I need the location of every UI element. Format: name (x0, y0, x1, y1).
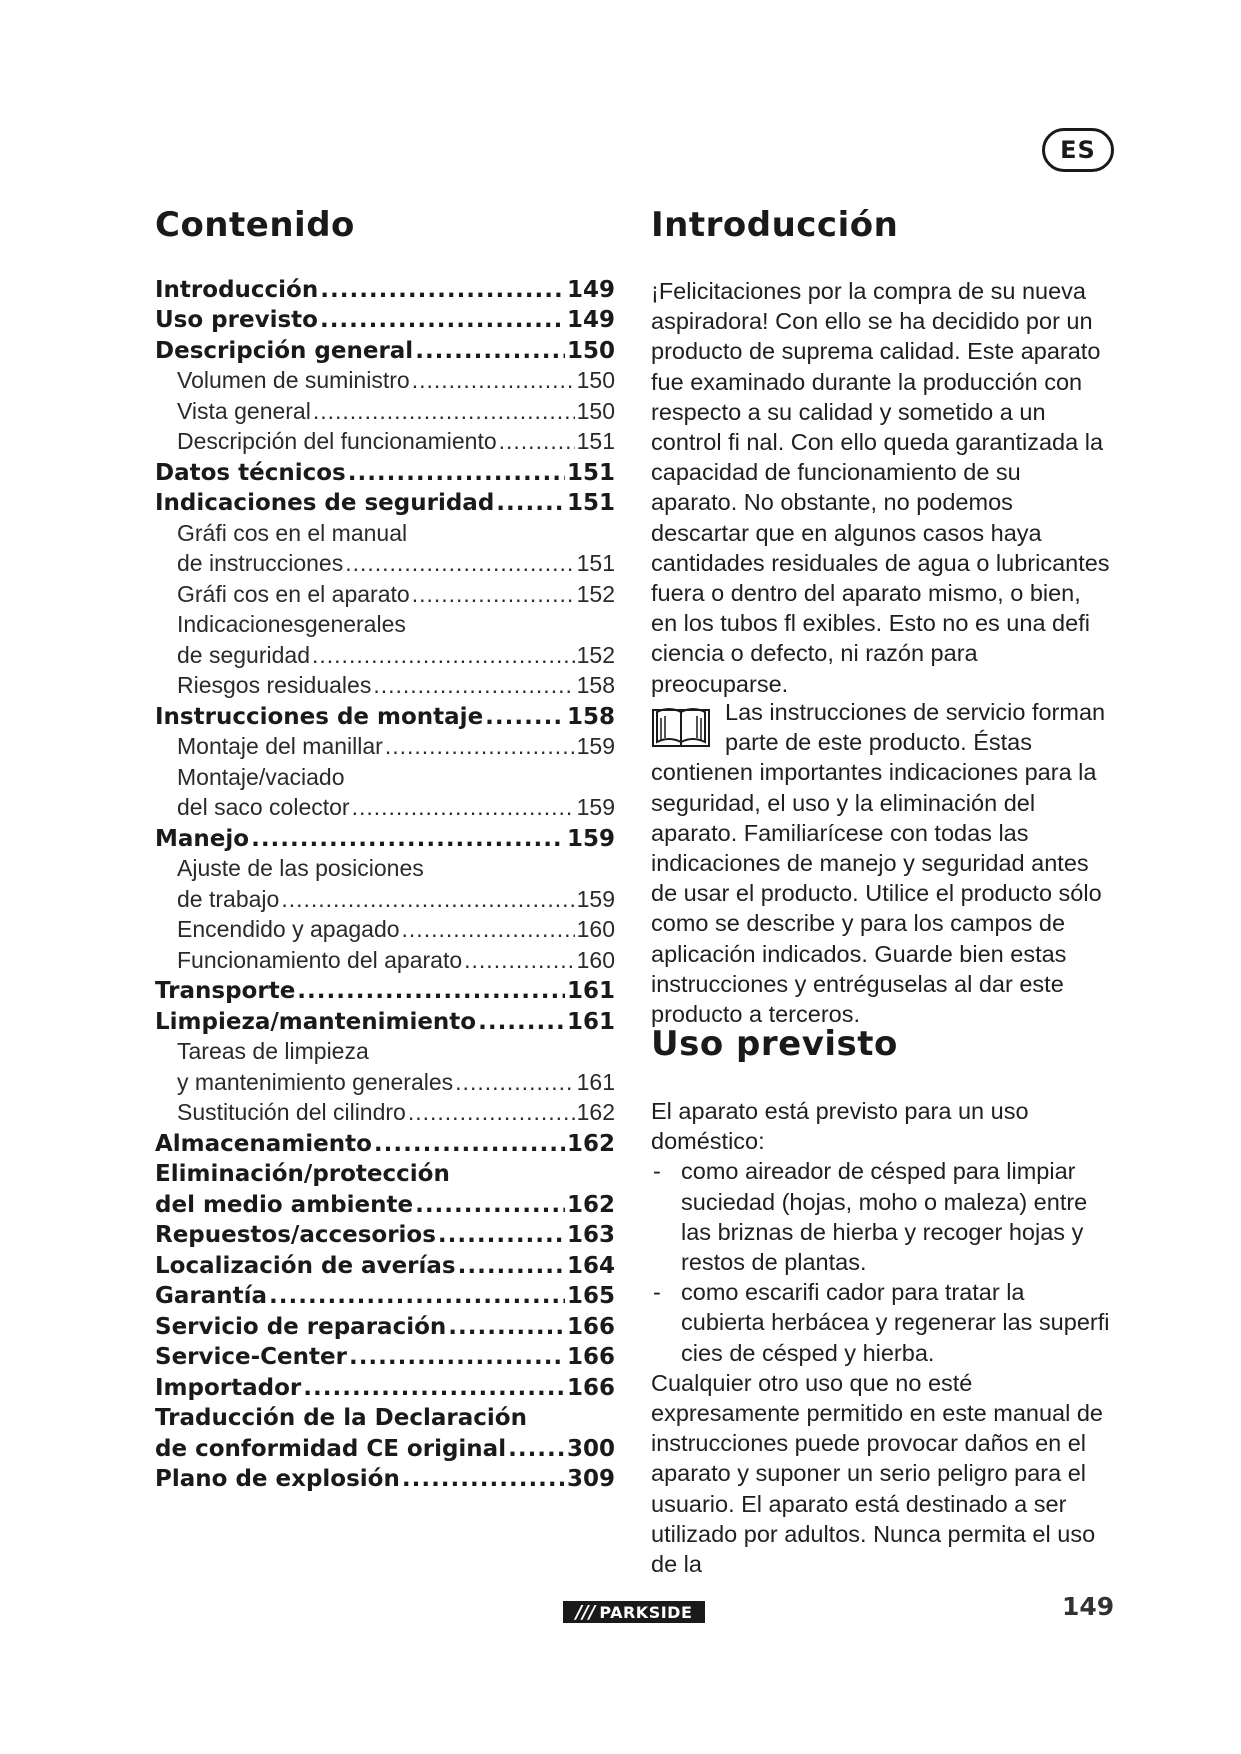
toc-leader-dots (281, 886, 574, 913)
toc-entry-page: 162 (566, 1130, 615, 1157)
toc-entry-title: Vista general (177, 397, 311, 424)
toc-leader-dots (415, 338, 565, 364)
toc-entry-page: 161 (566, 1008, 615, 1035)
toc-entry (155, 669, 615, 700)
toc-entry (155, 516, 615, 547)
toc-entry-page: 149 (566, 307, 615, 333)
toc-entry-page: 159 (576, 885, 615, 912)
list-item: - como escarifi cador para tratar la cubierta herbácea y regenerar las superfi cies de césped y hierba. (651, 1277, 1113, 1368)
toc-leader-dots (320, 307, 565, 333)
toc-entry-title: Repuestos/accesorios (155, 1222, 436, 1248)
introduccion-paragraph: ¡Felicitaciones por la compra de su nueva aspiradora! Con ello se ha decidido por un producto de suprema calidad. Este aparato fue examinado durante la producción con respecto a su calidad y sometido a un control fi nal. Con ello queda garantizada la capacidad de funcionamiento de su aparato. No obstante, no podemos descartar que en algunos casos haya cantidades residuales de agua o lubricantes fuera o dentro del aparato mismo, o bien, en los tubos fl exibles. Esto no es una defi ciencia o defecto, ni razón para preocuparse. (651, 278, 1110, 697)
toc-leader-dots (269, 1283, 565, 1309)
toc-entry (155, 638, 615, 669)
toc-entry-title: Ajuste de las posiciones (177, 855, 424, 881)
toc-entry-title: Instrucciones de montaje (155, 703, 484, 730)
toc-entry (155, 1401, 615, 1432)
toc-entry (155, 486, 615, 517)
toc-entry-page: 158 (566, 703, 615, 730)
toc-title: Contenido (155, 205, 355, 245)
toc-entry-title: Gráfi cos en el manual (177, 519, 408, 546)
toc-entry-title: Montaje/vaciado (177, 763, 345, 790)
toc-entry (155, 1218, 615, 1249)
toc-entry (155, 1126, 615, 1157)
toc-entry-page: 151 (566, 490, 615, 516)
toc-leader-dots (373, 672, 574, 699)
toc-entry-title: Servicio de reparación (155, 1313, 447, 1340)
toc-leader-dots (412, 367, 575, 394)
toc-entry (155, 1157, 615, 1188)
toc-leader-dots (464, 947, 574, 974)
toc-entry-page: 161 (576, 1068, 615, 1095)
toc-entry-page: 159 (576, 794, 615, 820)
toc-entry-page: 150 (576, 397, 615, 424)
toc-entry (155, 1431, 615, 1462)
toc-entry-title: de trabajo (177, 885, 280, 912)
toc-entry-title: del medio ambiente (155, 1191, 414, 1218)
uso-previsto-text (651, 1096, 1113, 1579)
toc-leader-dots (402, 916, 575, 943)
toc-entry-page: 300 (566, 1435, 615, 1462)
toc-entry-title: Limpieza/mantenimiento (155, 1008, 477, 1035)
toc-entry-page: 149 (566, 276, 615, 303)
toc-leader-dots (455, 1069, 574, 1096)
toc-leader-dots (415, 1192, 565, 1218)
toc-entry-page: 166 (566, 1313, 615, 1340)
introduccion-title: Introducción (651, 205, 899, 245)
toc-entry (155, 1096, 615, 1127)
toc-entry (155, 882, 615, 913)
toc-entry (155, 974, 615, 1005)
manual-note (651, 697, 1113, 1029)
toc-leader-dots (458, 1253, 565, 1279)
toc-entry-title: Montaje del manillar (177, 733, 383, 759)
toc-entry-title: Descripción general (155, 337, 414, 364)
toc-entry-title: Indicaciones de seguridad (155, 490, 495, 516)
toc-entry-title: Service-Center (155, 1344, 347, 1370)
table-of-contents (155, 272, 615, 1492)
toc-entry-title: Volumen de suministro (177, 367, 410, 393)
toc-entry-title: Importador (155, 1374, 302, 1401)
toc-leader-dots (412, 581, 575, 608)
toc-entry-page: 159 (566, 825, 615, 852)
toc-entry-title: Almacenamiento (155, 1130, 372, 1157)
toc-entry (155, 943, 615, 974)
toc-entry (155, 821, 615, 852)
list-item: - como aireador de césped para limpiar suciedad (hojas, moho o maleza) entre las briznas de hierba y recoger hojas y restos de plantas. (651, 1156, 1113, 1277)
toc-entry-title: Traducción de la Declaración (155, 1405, 527, 1431)
manual-note-text: Las instrucciones de servicio forman parte de este producto. Éstas contienen importantes indicaciones para la seguridad, el uso y la eliminación del aparato. Familiarícese con todas las indicaciones de manejo y seguridad antes de usar el producto. Utilice el producto sólo como se describe y para los campos de aplicación indicados. Guarde bien estas instrucciones y entréguselas al dar este producto a terceros. (651, 699, 1106, 1028)
toc-entry (155, 852, 615, 883)
toc-entry (155, 1035, 615, 1066)
toc-entry (155, 272, 615, 303)
toc-leader-dots (385, 733, 575, 760)
toc-leader-dots (374, 1131, 565, 1157)
toc-entry (155, 1462, 615, 1493)
toc-entry-title: y mantenimiento generales (177, 1068, 454, 1095)
toc-entry (155, 333, 615, 364)
toc-entry-title: Datos técnicos (155, 459, 346, 486)
toc-entry (155, 608, 615, 639)
toc-entry (155, 425, 615, 456)
uso-previsto-paragraph: Cualquier otro uso que no esté expresamente permitido en este manual de instrucciones puede provocar daños en el aparato y suponer un serio peligro para el usuario. El aparato está destinado a ser utilizado por adultos. Nunca permita el uso de la (651, 1369, 1103, 1578)
toc-entry-title: Indicacionesgenerales (177, 611, 406, 637)
toc-entry-page: 152 (576, 641, 615, 668)
toc-leader-dots (348, 460, 565, 486)
toc-entry (155, 455, 615, 486)
toc-entry-page: 163 (566, 1222, 615, 1248)
toc-entry-page: 309 (566, 1466, 615, 1492)
toc-entry-title: Plano de explosión (155, 1466, 400, 1492)
toc-entry-title: de instrucciones (177, 550, 344, 576)
toc-entry (155, 1279, 615, 1310)
toc-entry-title: Descripción del funcionamiento (177, 428, 497, 454)
toc-entry-page: 166 (566, 1374, 615, 1401)
toc-entry (155, 577, 615, 608)
toc-entry-page: 152 (576, 580, 615, 607)
toc-entry-title: Sustitución del cilindro (177, 1099, 406, 1125)
toc-entry (155, 1340, 615, 1371)
page-number: 149 (1062, 1592, 1115, 1621)
toc-entry-title: Manejo (155, 825, 250, 852)
toc-entry-title: Introducción (155, 276, 319, 303)
toc-leader-dots (402, 1466, 565, 1492)
toc-entry-title: Encendido y apagado (177, 916, 400, 942)
toc-entry-page: 151 (576, 550, 615, 576)
open-book-icon (651, 702, 711, 750)
toc-entry-page: 164 (566, 1252, 615, 1279)
toc-entry (155, 760, 615, 791)
toc-leader-dots (438, 1222, 565, 1248)
toc-entry-page: 151 (576, 428, 615, 454)
parkside-logo (563, 1601, 705, 1623)
toc-leader-dots (499, 428, 575, 455)
toc-entry-title: de seguridad (177, 641, 310, 668)
toc-entry-title: Funcionamiento del aparato (177, 946, 463, 973)
toc-entry (155, 1248, 615, 1279)
toc-leader-dots (313, 398, 575, 425)
toc-leader-dots (478, 1009, 565, 1035)
toc-entry (155, 1187, 615, 1218)
toc-entry (155, 913, 615, 944)
toc-entry-title: Garantía (155, 1283, 268, 1309)
logo-slashes: /// (575, 1601, 596, 1623)
toc-entry (155, 791, 615, 822)
uso-previsto-intro: El aparato está previsto para un uso doméstico: (651, 1098, 1029, 1155)
toc-entry-title: Transporte (155, 978, 296, 1004)
toc-entry-title: Tareas de limpieza (177, 1038, 369, 1064)
toc-entry-page: 166 (566, 1344, 615, 1370)
toc-entry (155, 1309, 615, 1340)
toc-leader-dots (349, 1344, 565, 1370)
toc-entry-title: Eliminación/protección (155, 1161, 450, 1187)
toc-entry (155, 1370, 615, 1401)
toc-entry (155, 730, 615, 761)
toc-entry-page: 160 (576, 946, 615, 973)
toc-leader-dots (345, 550, 574, 577)
toc-entry (155, 1065, 615, 1096)
toc-entry (155, 547, 615, 578)
toc-leader-dots (251, 826, 565, 852)
toc-entry-title: Riesgos residuales (177, 672, 372, 698)
introduccion-text (651, 276, 1113, 699)
toc-entry-title: del saco colector (177, 794, 350, 820)
uso-previsto-title: Uso previsto (651, 1024, 898, 1064)
toc-entry (155, 303, 615, 334)
toc-entry-title: Gráfi cos en el aparato (177, 580, 410, 607)
toc-entry-page: 165 (566, 1283, 615, 1309)
toc-entry-page: 151 (566, 459, 615, 486)
toc-entry-title: de conformidad CE original (155, 1435, 507, 1462)
toc-entry-title: Uso previsto (155, 307, 318, 333)
toc-entry-page: 162 (566, 1191, 615, 1218)
toc-entry-page: 161 (566, 978, 615, 1004)
toc-leader-dots (485, 704, 565, 730)
toc-leader-dots (508, 1436, 565, 1462)
toc-entry-page: 158 (576, 672, 615, 698)
toc-entry (155, 364, 615, 395)
toc-leader-dots (352, 794, 575, 821)
toc-leader-dots (408, 1099, 575, 1126)
toc-entry-page: 160 (576, 916, 615, 942)
toc-leader-dots (312, 642, 575, 669)
toc-leader-dots (496, 490, 565, 516)
toc-entry-page: 162 (576, 1099, 615, 1125)
toc-entry-page: 150 (566, 337, 615, 364)
toc-entry (155, 699, 615, 730)
toc-entry-page: 159 (576, 733, 615, 759)
toc-entry-page: 150 (576, 367, 615, 393)
toc-entry (155, 394, 615, 425)
toc-leader-dots (448, 1314, 565, 1340)
uso-previsto-list (651, 1156, 1113, 1367)
language-badge: ES (1042, 128, 1114, 172)
toc-leader-dots (297, 978, 565, 1004)
toc-entry-title: Localización de averías (155, 1252, 456, 1279)
toc-leader-dots (303, 1375, 565, 1401)
logo-brand: PARKSIDE (599, 1602, 693, 1622)
toc-entry (155, 1004, 615, 1035)
toc-leader-dots (320, 277, 565, 303)
